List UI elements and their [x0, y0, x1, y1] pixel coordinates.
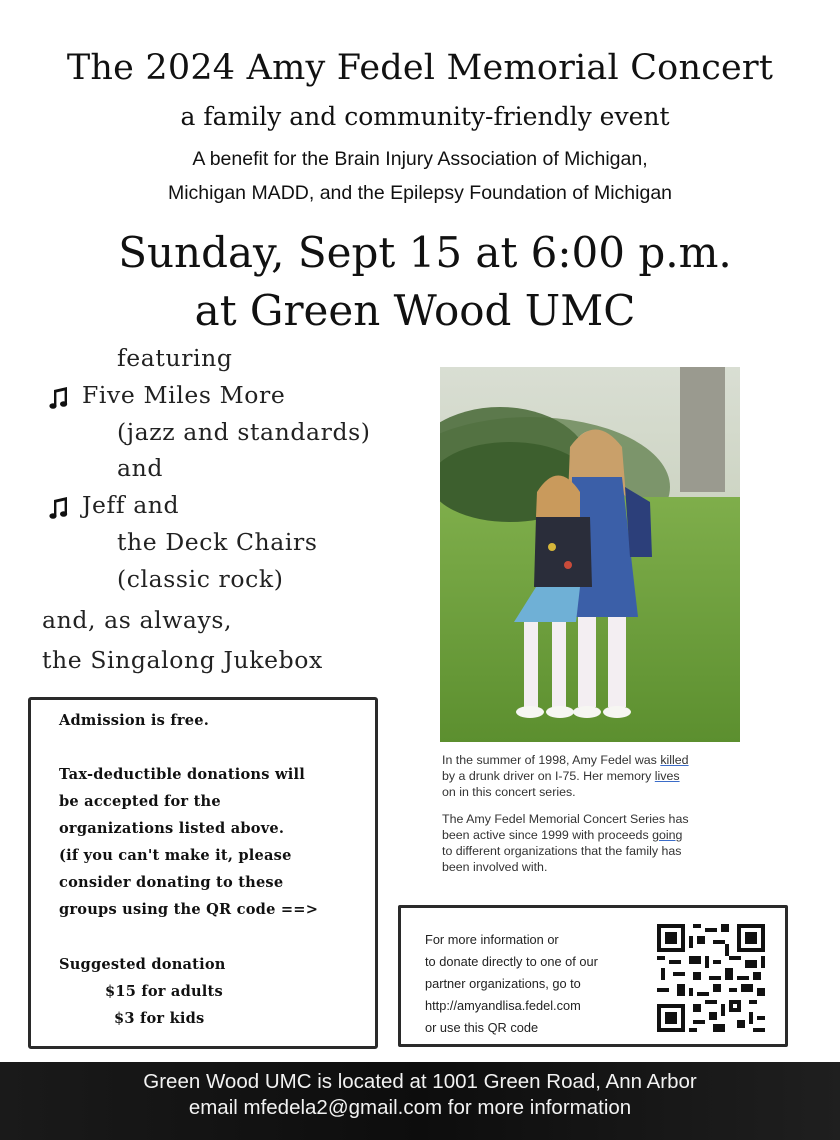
music-note-icon [48, 386, 70, 412]
page-title: The 2024 Amy Fedel Memorial Concert [66, 48, 774, 88]
admission-free: Admission is free. [59, 712, 209, 729]
band-jeff-and: Jeff and [82, 491, 180, 519]
caption-line: The Amy Fedel Memorial Concert Series has [442, 812, 689, 826]
footer-address: Green Wood UMC is located at 1001 Green Road, Ann Arbor [143, 1070, 697, 1093]
info-box [398, 905, 788, 1047]
caption-line: been active since 1999 with proceeds going [442, 828, 683, 842]
admission-line: (if you can't make it, please [59, 847, 292, 864]
info-line: or use this QR code [425, 1020, 539, 1035]
admission-line: consider donating to these [59, 874, 284, 891]
footer-email[interactable]: email mfedela2@gmail.com for more information [188, 1096, 632, 1119]
caption-line: to different organizations that the family has [442, 844, 682, 858]
donation-kids: $3 for kids [114, 1010, 205, 1027]
info-line: partner organizations, go to [425, 976, 581, 991]
benefit-line-2: Michigan MADD, and the Epilepsy Foundation of Michigan [167, 182, 673, 204]
event-venue: at Green Wood UMC [194, 286, 636, 335]
closing-line-1: and, as always, [42, 606, 233, 634]
and-label: and [117, 454, 163, 482]
suggested-donation-label: Suggested donation [59, 956, 226, 973]
music-note-icon [48, 496, 70, 522]
admission-line: Tax-deductible donations will [59, 766, 305, 783]
closing-line-2: the Singalong Jukebox [42, 646, 323, 674]
subtitle: a family and community-friendly event [180, 102, 670, 131]
caption-line: by a drunk driver on I-75. Her memory lives [442, 769, 680, 783]
donation-adults: $15 for adults [105, 983, 223, 1000]
event-date-time: Sunday, Sept 15 at 6:00 p.m. [118, 228, 732, 277]
info-line: to donate directly to one of our [425, 954, 598, 969]
benefit-line-1: A benefit for the Brain Injury Association of Michigan, [192, 148, 648, 170]
caption-line: In the summer of 1998, Amy Fedel was killed [442, 753, 689, 767]
qr-code-icon[interactable] [657, 924, 765, 1032]
band2-genre: (classic rock) [117, 565, 284, 593]
admission-line: be accepted for the [59, 793, 221, 810]
memorial-photo [440, 367, 740, 742]
band1-genre: (jazz and standards) [117, 418, 371, 446]
footer-bar [0, 1062, 840, 1140]
website-link[interactable]: http://amyandlisa.fedel.com [425, 998, 581, 1013]
admission-line: organizations listed above. [59, 820, 285, 837]
band-five-miles-more: Five Miles More [82, 381, 286, 409]
band-deck-chairs: the Deck Chairs [117, 528, 318, 556]
featuring-label: featuring [117, 344, 233, 372]
caption-line: on in this concert series. [442, 785, 576, 799]
admission-line: groups using the QR code ==> [59, 901, 319, 918]
info-line: For more information or [425, 932, 559, 947]
admission-box [28, 697, 378, 1049]
caption-line: been involved with. [442, 860, 548, 874]
